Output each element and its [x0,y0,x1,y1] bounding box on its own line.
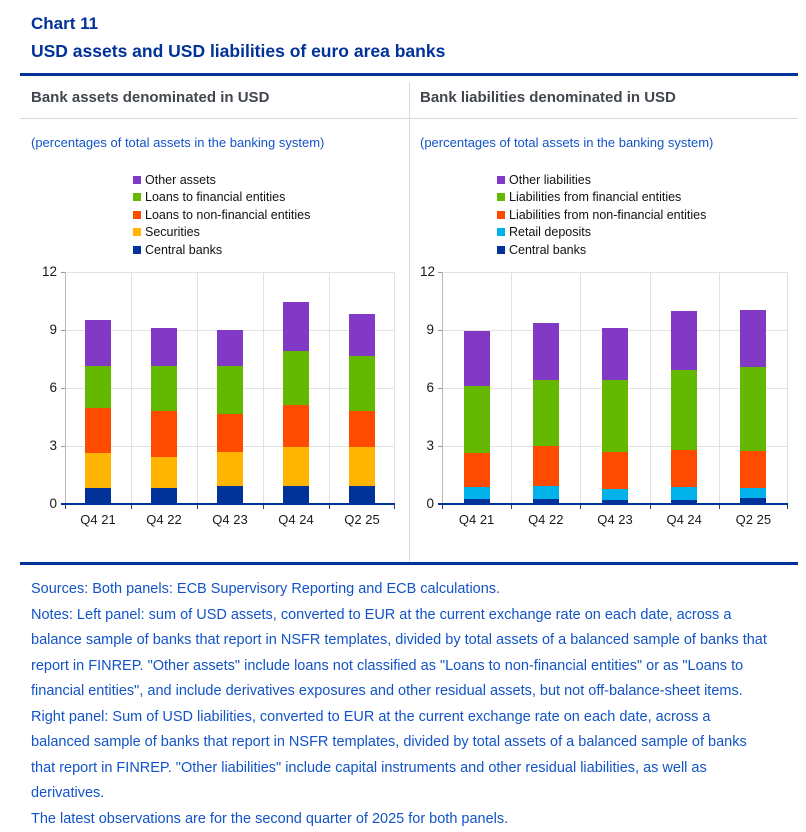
bar-segment [151,457,177,488]
bar-segment [283,302,309,350]
gridline-vertical [719,272,720,504]
panel-assets-legend [133,171,409,259]
bar-segment [464,453,490,487]
legend-label: Loans to non-financial entities [145,208,310,222]
bar-segment [349,486,375,503]
bar-segment [151,488,177,503]
legend-label: Other liabilities [509,173,591,187]
legend-item [133,189,409,207]
gridline-vertical [580,272,581,504]
plot-area [65,272,395,504]
panel-liabilities-chart [420,265,798,529]
x-axis-tick [511,505,512,509]
y-axis-line [65,272,66,504]
x-axis-tick [263,505,264,509]
notes-text-latest-observations: The latest observations are for the second quarter of 2025 for both panels. [31,807,768,832]
x-axis-tick [197,505,198,509]
y-axis-label: 3 [31,438,57,454]
y-axis-label: 0 [31,496,57,512]
gridline-horizontal [442,272,788,273]
bar-segment [740,367,766,451]
bar-segment [349,314,375,356]
y-axis-label: 9 [420,322,434,338]
panel-assets-subtitle: (percentages of total assets in the banking system) [31,135,409,150]
bar-segment [671,450,697,487]
x-axis-baseline [438,503,788,505]
chart-number-label: Chart 11 [31,14,798,34]
legend-item [497,224,798,242]
bar-segment [349,411,375,448]
chart-panels [20,76,798,562]
legend-label: Central banks [509,243,586,257]
bar-segment [671,487,697,500]
legend-item [133,241,409,259]
legend-label: Securities [145,225,200,239]
legend-swatch-icon [497,176,505,184]
bar-segment [464,487,490,499]
legend-swatch-icon [133,176,141,184]
bar-segment [151,328,177,367]
bar-segment [85,366,111,408]
legend-item [133,206,409,224]
sources-text: Sources: Both panels: ECB Supervisory Reporting and ECB calculations. [31,577,768,603]
bar-segment [602,489,628,500]
panel-assets [20,76,409,562]
x-axis-tick [719,505,720,509]
y-axis-label: 9 [31,322,57,338]
bar-segment [217,366,243,413]
y-axis-label: 12 [420,264,434,280]
bar-segment [217,486,243,503]
bar-segment [671,370,697,450]
notes-text-right-panel: Right panel: Sum of USD liabilities, converted to EUR at the current exchange rate on each date, across a balanced sample of banks that report in NSFR templates, divided by total assets of a balanced sample of banks that report in FINREP. "Other liabilities" include capital instruments and other residual liabilities, as well as derivatives. [31,705,768,807]
bar-segment [533,486,559,499]
x-axis-label: Q4 23 [197,512,263,527]
x-axis-label: Q4 24 [650,512,719,527]
y-axis-label: 3 [420,438,434,454]
panel-assets-chart [31,265,409,529]
bar-segment [85,408,111,453]
bar-segment [85,320,111,366]
gridline-vertical [650,272,651,504]
x-axis-tick [329,505,330,509]
bar-segment [464,386,490,454]
x-axis-label: Q4 23 [580,512,649,527]
x-axis-tick [580,505,581,509]
legend-label: Central banks [145,243,222,257]
y-axis-line [442,272,443,504]
legend-item [497,189,798,207]
gridline-vertical [511,272,512,504]
bar-segment [671,311,697,370]
chart-page [0,14,806,811]
legend-item [497,241,798,259]
page-title: USD assets and USD liabilities of euro area banks [31,41,798,62]
bar-segment [349,447,375,486]
bar-segment [533,323,559,380]
gridline-vertical [263,272,264,504]
y-axis-tick [438,330,442,331]
bar-segment [283,405,309,448]
x-axis-label: Q4 24 [263,512,329,527]
legend-swatch-icon [133,246,141,254]
bar-segment [602,380,628,453]
bar-segment [151,411,177,457]
gridline-vertical [394,272,395,504]
bar-segment [349,356,375,411]
legend-label: Liabilities from financial entities [509,190,681,204]
panel-vertical-divider [409,82,410,562]
gridline-vertical [197,272,198,504]
bar-segment [85,453,111,488]
legend-item [133,224,409,242]
y-axis-label: 0 [420,496,434,512]
legend-swatch-icon [497,228,505,236]
bar-segment [602,328,628,380]
x-axis-tick [394,505,395,509]
x-axis-label: Q4 22 [131,512,197,527]
bar-segment [283,486,309,503]
panel-liabilities-subtitle: (percentages of total assets in the banking system) [420,135,798,150]
bar-segment [740,451,766,488]
gridline-vertical [329,272,330,504]
bar-segment [217,414,243,453]
bar-segment [533,446,559,486]
bar-segment [602,452,628,489]
bar-segment [464,331,490,385]
x-axis-tick [65,505,66,509]
legend-item [497,171,798,189]
x-axis-label: Q2 25 [719,512,788,527]
bar-segment [85,488,111,503]
y-axis-tick [61,446,65,447]
legend-item [497,206,798,224]
bar-segment [283,351,309,405]
y-axis-label: 6 [31,380,57,396]
panel-title-underline [20,118,798,119]
y-axis-tick [61,388,65,389]
y-axis-tick [438,446,442,447]
bar-segment [217,452,243,486]
y-axis-label: 6 [420,380,434,396]
x-axis-label: Q4 21 [65,512,131,527]
panel-liabilities-legend [497,171,798,259]
legend-swatch-icon [497,193,505,201]
legend-swatch-icon [133,228,141,236]
y-axis-tick [61,330,65,331]
x-axis-tick [787,505,788,509]
panel-assets-title: Bank assets denominated in USD [31,89,409,106]
y-axis-tick [438,272,442,273]
legend-item [133,171,409,189]
legend-label: Retail deposits [509,225,591,239]
bar-segment [283,447,309,486]
panel-liabilities-title: Bank liabilities denominated in USD [420,89,798,106]
gridline-vertical [131,272,132,504]
bar-segment [740,488,766,498]
legend-label: Liabilities from non-financial entities [509,208,706,222]
legend-swatch-icon [497,211,505,219]
bar-segment [533,380,559,447]
y-axis-label: 12 [31,264,57,280]
x-axis-tick [442,505,443,509]
legend-swatch-icon [497,246,505,254]
bar-segment [151,366,177,410]
gridline-vertical [787,272,788,504]
gridline-horizontal [65,272,395,273]
x-axis-label: Q4 22 [511,512,580,527]
plot-area [442,272,788,504]
x-axis-label: Q2 25 [329,512,395,527]
bar-segment [217,330,243,366]
legend-label: Loans to financial entities [145,190,285,204]
x-axis-tick [650,505,651,509]
panel-liabilities [409,76,798,562]
y-axis-tick [438,388,442,389]
legend-label: Other assets [145,173,216,187]
bar-segment [740,310,766,367]
x-axis-baseline [61,503,395,505]
legend-swatch-icon [133,193,141,201]
legend-swatch-icon [133,211,141,219]
y-axis-tick [61,272,65,273]
x-axis-label: Q4 21 [442,512,511,527]
notes-block [20,565,798,832]
x-axis-tick [131,505,132,509]
notes-text-left-panel: Notes: Left panel: sum of USD assets, converted to EUR at the current exchange rate on each date, across a balance sample of banks that report in NSFR templates, divided by total assets of a balanced sample of banks that report in FINREP. "Other assets" include loans not classified as "Loans to non-financial entities" or as "Loans to financial entities", and include derivatives exposures and other residual assets, but not off-balance-sheet items. [31,603,768,705]
